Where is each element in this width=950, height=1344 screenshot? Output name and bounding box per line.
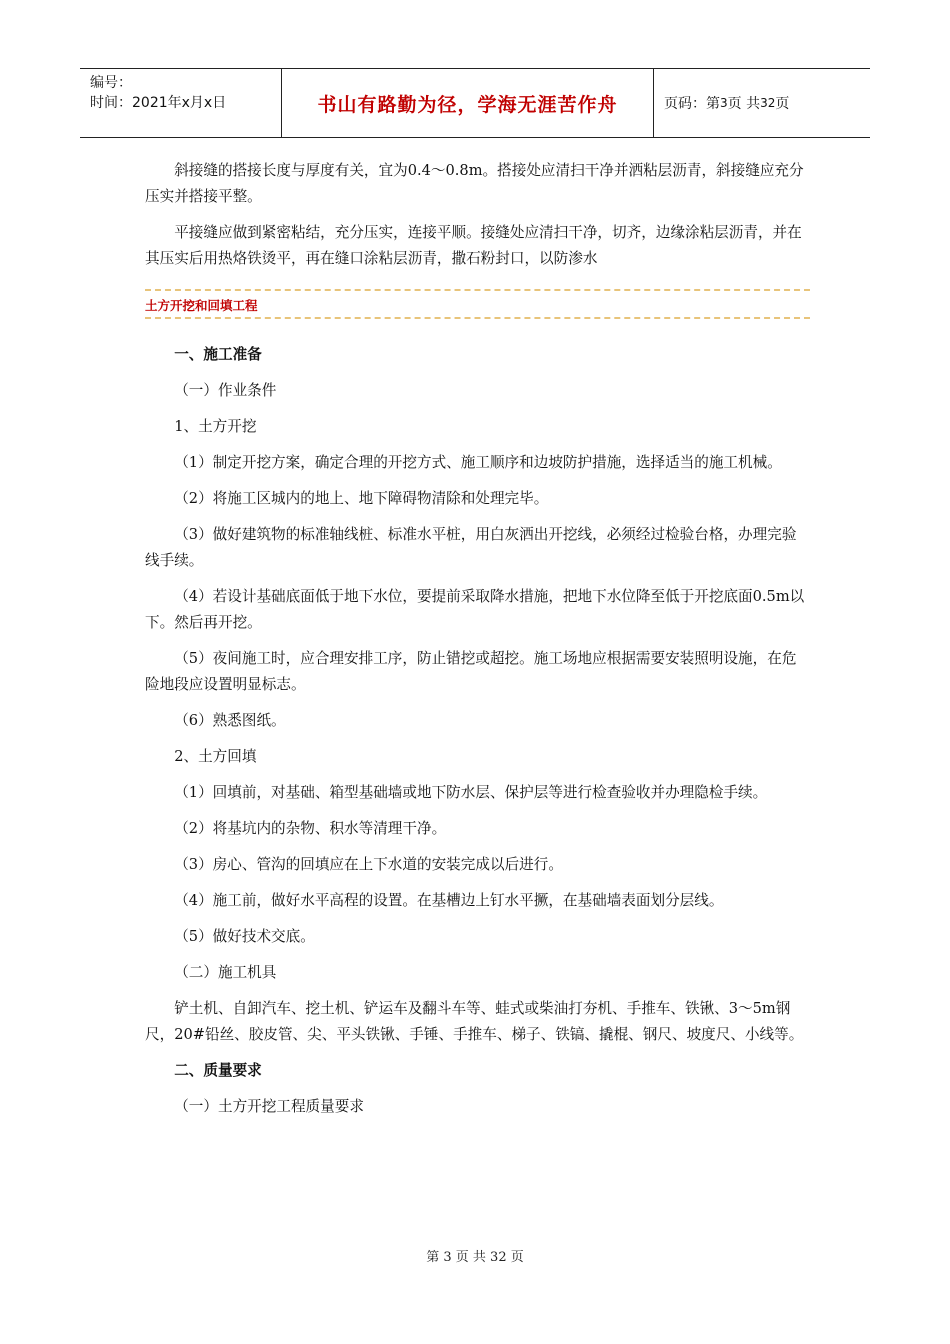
time-label: 时间：2021年x月x日	[90, 95, 227, 111]
page-current: 3	[720, 96, 728, 110]
divider	[145, 317, 810, 319]
list-item: （2）将施工区城内的地上、地下障碍物清除和处理完毕。	[174, 490, 549, 507]
subheading-excavation: 1、土方开挖	[174, 418, 257, 435]
list-item: （5）夜间施工时，应合理安排工序，防止错挖或超挖。施工场地应根据需要安装照明设施，在危险地段应设置明显标志。	[145, 650, 797, 693]
list-item: （4）若设计基础底面低于地下水位，要提前采取降水措施，把地下水位降至低于开挖底面0.5m以下。然后再开挖。	[145, 588, 805, 631]
intro-text	[145, 158, 810, 282]
heading-construction-prep: 一、施工准备	[174, 346, 262, 363]
header-motto: 书山有路勤为径，学海无涯苦作舟	[282, 69, 654, 137]
subheading-tools: （二）施工机具	[174, 964, 277, 981]
paragraph: 斜接缝的搭接长度与厚度有关，宜为0.4～0.8m。搭接处应清扫干净并洒粘层沥青，斜接缝应充分压实并搭接平整。	[145, 162, 804, 205]
page-footer: 第 3 页 共 32 页	[426, 1250, 524, 1265]
page-total: 32	[760, 96, 776, 110]
subheading-work-conditions: （一）作业条件	[174, 382, 277, 399]
list-item: （1）制定开挖方案，确定合理的开挖方式、施工顺序和边坡防护措施，选择适当的施工机械。	[174, 454, 782, 471]
page-suffix: 页	[775, 96, 790, 112]
code-label: 编号：	[90, 75, 132, 91]
list-item: （3）房心、管沟的回填应在上下水道的安装完成以后进行。	[174, 856, 563, 873]
tools-paragraph: 铲土机、自卸汽车、挖土机、铲运车及翻斗车等、蛙式或柴油打夯机、手推车、铁锹、3～5m钢尺，20#铅丝、胶皮管、尖、平头铁锹、手锤、手推车、梯子、铁镐、撬棍、钢尺、坡度尺、小线等。	[145, 1000, 804, 1043]
list-item: （5）做好技术交底。	[174, 928, 315, 945]
section-title: 土方开挖和回填工程	[145, 298, 258, 313]
main-body	[145, 342, 810, 1120]
page-prefix: 页码：第	[664, 96, 720, 112]
page-mid: 页 共	[727, 96, 761, 112]
paragraph: 平接缝应做到紧密粘结，充分压实，连接平顺。接缝处应清扫干净，切齐，边缘涂粘层沥青，并在其压实后用热烙铁烫平，再在缝口涂粘层沥青，撒石粉封口，以防渗水	[145, 224, 802, 267]
list-item: （4）施工前，做好水平高程的设置。在基槽边上钉水平撅，在基础墙表面划分层线。	[174, 892, 724, 909]
header-meta	[80, 69, 282, 137]
page-header	[80, 68, 870, 138]
list-item: （1）回填前，对基础、箱型基础墙或地下防水层、保护层等进行检查验收并办理隐检手续。	[174, 784, 768, 801]
heading-quality: 二、质量要求	[174, 1062, 262, 1079]
header-page-number	[654, 69, 870, 137]
list-item: （3）做好建筑物的标准轴线桩、标准水平桩，用白灰洒出开挖线，必须经过检验台格，办理完验线手续。	[145, 526, 797, 569]
list-item: （2）将基坑内的杂物、积水等清理干净。	[174, 820, 447, 837]
divider	[145, 289, 810, 291]
list-item: （6）熟悉图纸。	[174, 712, 286, 729]
subheading-excavation-quality: （一）土方开挖工程质量要求	[174, 1098, 364, 1115]
subheading-backfill: 2、土方回填	[174, 748, 257, 765]
